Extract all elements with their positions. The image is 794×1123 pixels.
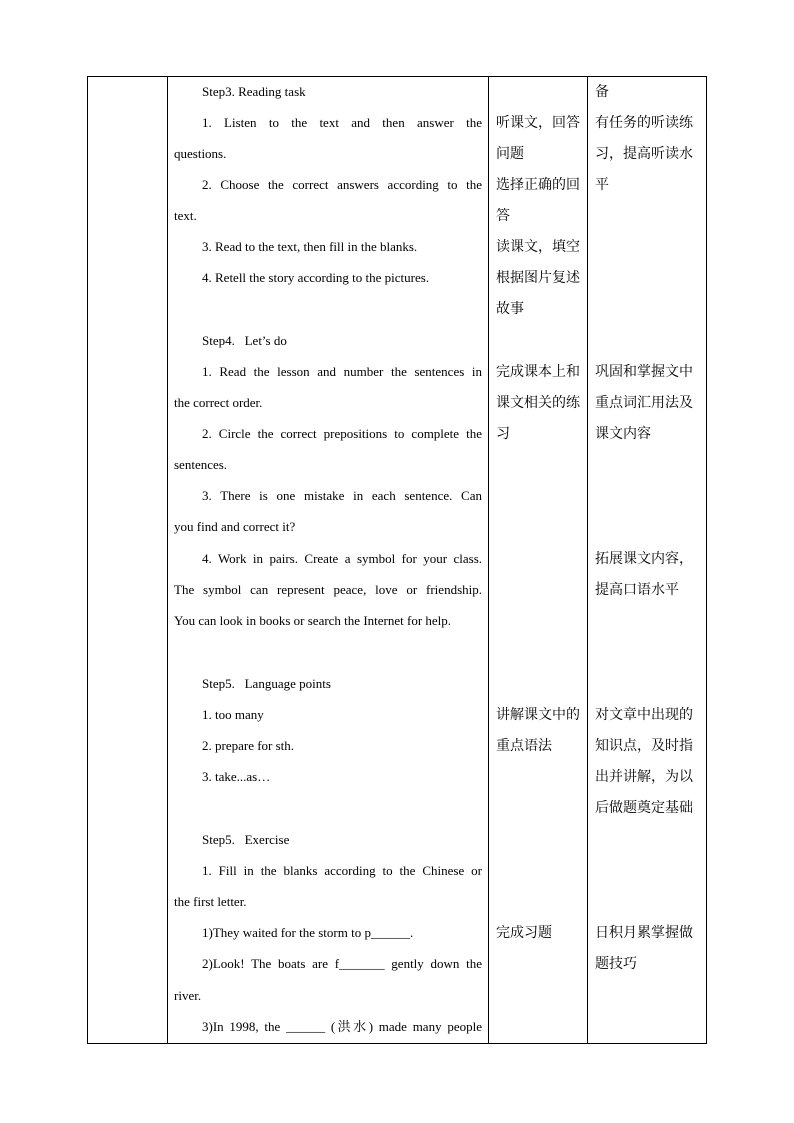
cell-text-line: 讲解课文中的	[496, 707, 580, 723]
step-text-line: Step5. Exercise	[202, 832, 290, 847]
cell-text-line: 重点词汇用法及	[595, 395, 693, 411]
cell-text-line: 巩固和掌握文中	[595, 364, 693, 380]
cell-text-line: 问题	[496, 146, 524, 162]
cell-text-line: 平	[595, 177, 609, 193]
step-text-line: You can look in books or search the Internet for help.	[174, 613, 452, 628]
cell-text-line: 答	[496, 208, 510, 224]
step-text-line: you find and correct it?	[174, 519, 296, 534]
step-text-line: Step3. Reading task	[202, 84, 306, 99]
step-text-line: 3)In 1998, the ______ (洪水) made many people	[202, 1019, 482, 1034]
step-text-line: 3. Read to the text, then fill in the blanks.	[202, 239, 418, 254]
cell-text-line: 知识点，及时指	[595, 738, 693, 754]
step-text-line: text.	[174, 208, 197, 223]
cell-text-line: 课文内容	[595, 426, 651, 442]
cell-text-line: 完成习题	[496, 925, 552, 941]
step-text-line: 2. Choose the correct answers according to the	[202, 177, 482, 192]
step-text-line: Step5. Language points	[202, 676, 331, 691]
cell-text-line: 听课文，回答	[496, 115, 580, 131]
step-text-line: Step4. Let’s do	[202, 333, 287, 348]
cell-text-line: 提高口语水平	[595, 582, 679, 598]
step-text-line: 4. Retell the story according to the pictures.	[202, 270, 430, 285]
step-text-line: 1. Read the lesson and number the sentences in	[202, 364, 482, 379]
cell-text-line: 后做题奠定基础	[595, 800, 693, 816]
cell-text-line: 对文章中出现的	[595, 707, 693, 723]
step-text-line: 1. Fill in the blanks according to the Chinese or	[202, 863, 482, 878]
step-text-line: the correct order.	[174, 395, 263, 410]
step-text-line: river.	[174, 988, 202, 1003]
cell-text-line: 习	[496, 426, 510, 442]
cell-text-line: 选择正确的回	[496, 177, 580, 193]
cell-text-line: 题技巧	[595, 956, 637, 972]
cell-text-line: 日积月累掌握做	[595, 925, 693, 941]
cell-text-line: 有任务的听读练	[595, 115, 693, 131]
step-text-line: 2)Look! The boats are f_______ gently down the	[202, 956, 482, 971]
cell-text-line: 完成课本上和	[496, 364, 580, 380]
step-text-line: 3. There is one mistake in each sentence. Can	[202, 488, 482, 503]
cell-text-line: 拓展课文内容，	[595, 551, 693, 567]
cell-text-line: 故事	[496, 301, 524, 317]
column-divider	[167, 77, 168, 1043]
cell-text-line: 重点语法	[496, 738, 552, 754]
cell-text-line: 读课文，填空	[496, 239, 580, 255]
column-divider	[587, 77, 588, 1043]
lesson-plan-table	[87, 76, 707, 1044]
step-text-line: 2. prepare for sth.	[202, 738, 295, 753]
cell-text-line: 备	[595, 84, 609, 100]
cell-text-line: 习，提高听读水	[595, 146, 693, 162]
step-text-line: The symbol can represent peace, love or friendship.	[174, 582, 482, 597]
step-text-line: 1. too many	[202, 707, 264, 722]
step-text-line: 1)They waited for the storm to p______.	[202, 925, 414, 940]
step-text-line: the first letter.	[174, 894, 247, 909]
step-text-line: questions.	[174, 146, 227, 161]
cell-text-line: 课文相关的练	[496, 395, 580, 411]
step-text-line: 3. take...as…	[202, 769, 271, 784]
step-text-line: sentences.	[174, 457, 228, 472]
cell-text-line: 出并讲解，为以	[595, 769, 693, 785]
step-text-line: 2. Circle the correct prepositions to complete the	[202, 426, 482, 441]
cell-text-line: 根据图片复述	[496, 270, 580, 286]
column-divider	[488, 77, 489, 1043]
step-text-line: 4. Work in pairs. Create a symbol for your class.	[202, 551, 482, 566]
step-text-line: 1. Listen to the text and then answer the	[202, 115, 482, 130]
